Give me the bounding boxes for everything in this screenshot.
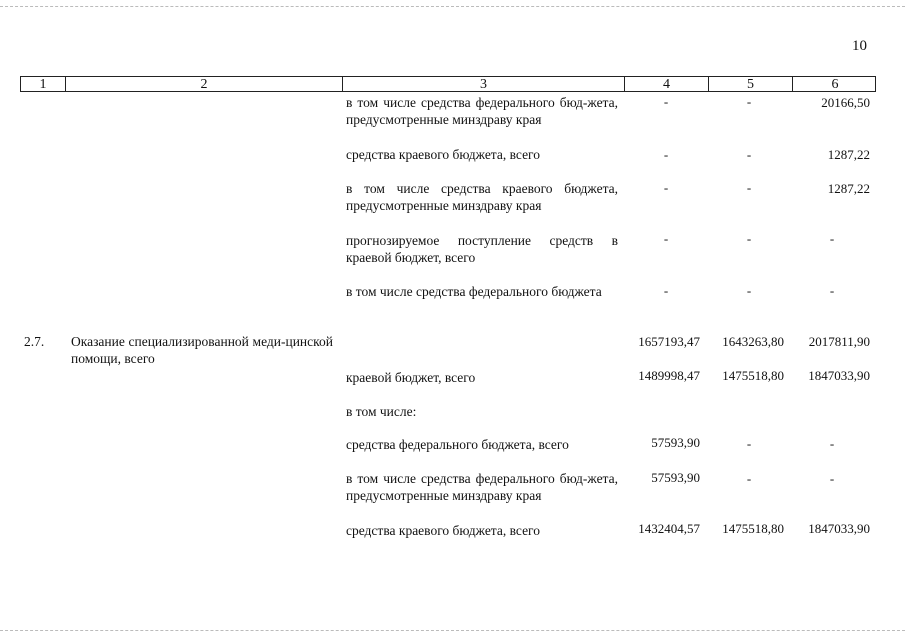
row-value-col6: - [829, 283, 835, 298]
row-value-col4: 1489998,47 [638, 368, 700, 383]
header-col-6: 6 [831, 77, 839, 92]
row-value-col6: 20166,50 [821, 95, 870, 110]
header-col-1: 1 [21, 77, 66, 91]
row-value-col6: 1287,22 [827, 181, 870, 196]
row-value-col4: - [663, 147, 669, 162]
page-number: 10 [852, 38, 867, 54]
row-value-col5: - [746, 180, 752, 195]
row-value-col6: 1287,22 [827, 147, 870, 162]
row-description: средства федерального бюджета, всего [346, 437, 569, 452]
row-value-col4: 57593,90 [651, 470, 700, 485]
row-description: в том числе средства федерального бюджета [346, 284, 602, 299]
row-name: Оказание специализированной меди-цинской помощи, всего [71, 334, 333, 366]
scan-edge-top [0, 6, 905, 7]
row-value-col6: - [829, 471, 835, 486]
row-value-col4: 57593,90 [651, 435, 700, 450]
row-description: прогнозируемое поступление средств в краевой бюджет, всего [346, 233, 618, 265]
row-description: средства краевого бюджета, всего [346, 147, 541, 162]
row-value-col5: - [746, 94, 752, 109]
row-description: средства краевого бюджета, всего [346, 523, 541, 538]
header-col-3: 3 [343, 77, 625, 91]
row-value-col5: 1475518,80 [722, 368, 784, 383]
row-value-col6: - [829, 231, 835, 246]
row-description: в том числе средства федерального бюд-жета, предусмотренные минздраву края [346, 95, 618, 127]
row-value-col6: 1847033,90 [808, 368, 870, 383]
row-value-col6: 1847033,90 [808, 521, 870, 536]
header-col-4: 4 [625, 77, 709, 91]
scan-edge-bottom [0, 630, 905, 631]
row-value-col5: - [746, 283, 752, 298]
row-value-col4: - [663, 283, 669, 298]
row-value-col4: - [663, 94, 669, 109]
header-col-2: 2 [66, 77, 343, 91]
row-value-col5: - [746, 147, 752, 162]
row-value-col4: 1657193,47 [638, 334, 700, 349]
row-value-col6: - [829, 436, 835, 451]
table-header-row [20, 76, 876, 92]
row-value-col5: 1475518,80 [722, 521, 784, 536]
row-value-col5: - [746, 436, 752, 451]
row-value-col6: 2017811,90 [808, 334, 870, 349]
row-value-col5: - [746, 471, 752, 486]
row-value-col4: - [663, 231, 669, 246]
row-value-col5: - [746, 231, 752, 246]
row-description: краевой бюджет, всего [346, 370, 476, 385]
row-description: в том числе средства федерального бюд-жета, предусмотренные минздраву края [346, 471, 618, 503]
row-description: в том числе: [346, 404, 417, 419]
row-value-col4: - [663, 180, 669, 195]
row-value-col5: 1643263,80 [722, 334, 784, 349]
row-value-col4: 1432404,57 [638, 521, 700, 536]
row-number: 2.7. [24, 334, 45, 349]
header-col-5: 5 [709, 77, 793, 91]
row-description: в том числе средства краевого бюджета, предусмотренные минздраву края [346, 181, 618, 213]
